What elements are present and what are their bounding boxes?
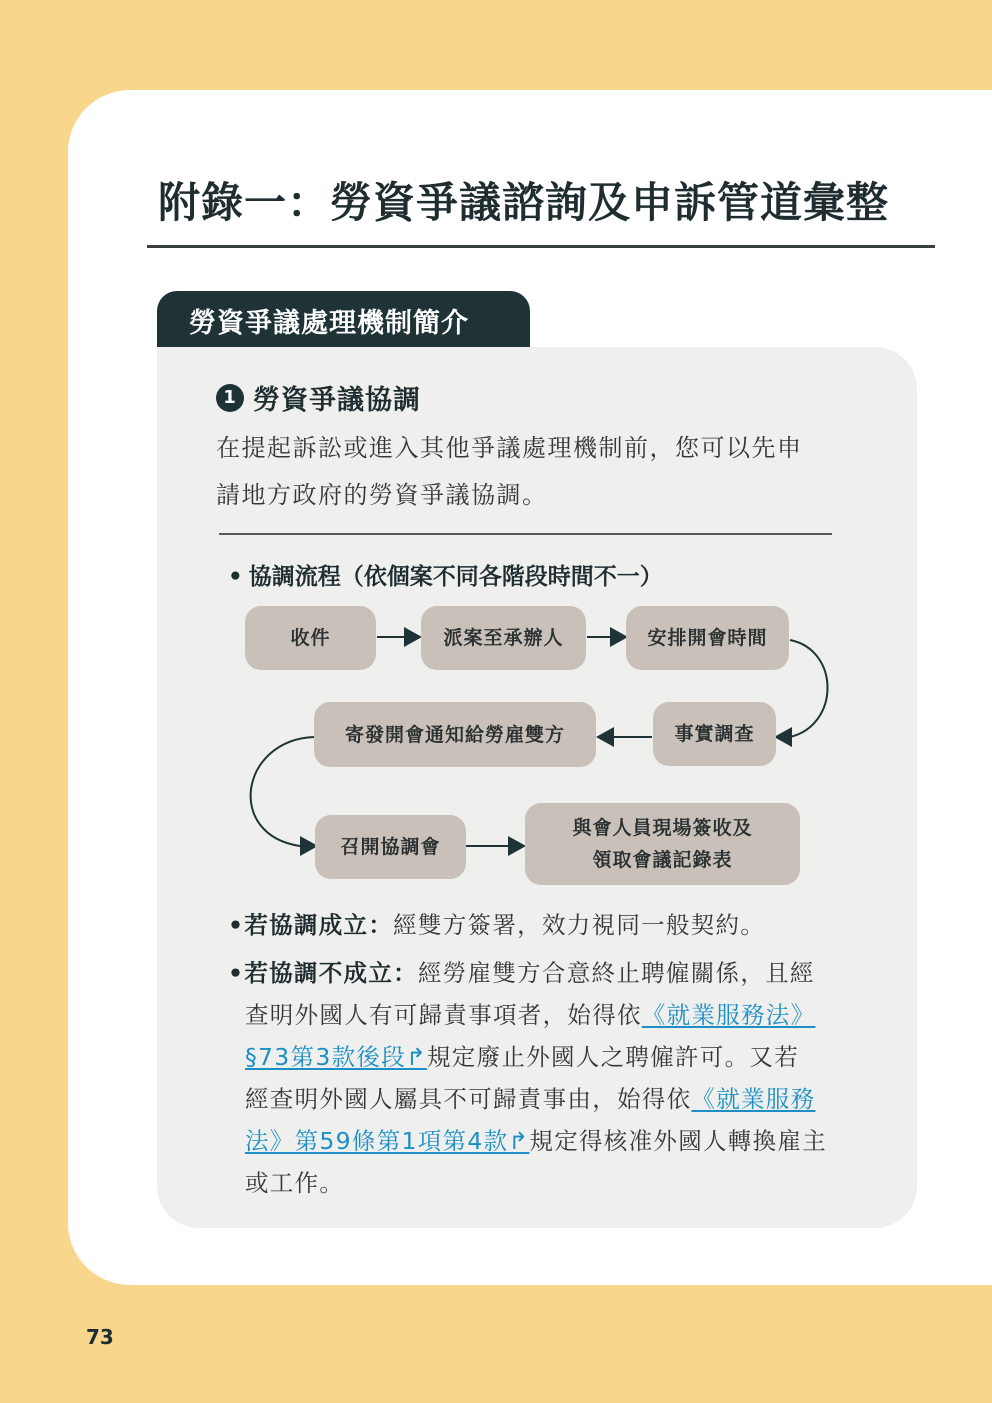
outcome-success	[228, 904, 838, 946]
item-title: 勞資爭議協調	[253, 385, 421, 416]
flow-step-notify: 寄發開會通知給勞雇雙方	[314, 702, 596, 767]
outcome-failure	[228, 952, 838, 1204]
outcome-text: 或工作。	[245, 1169, 345, 1197]
article-59-link[interactable]: 法》第59條第1項第4款↱	[245, 1127, 530, 1155]
bullet-icon: •	[228, 564, 243, 590]
bullet-icon: •	[228, 911, 245, 939]
bullet-icon: •	[228, 959, 245, 987]
text-line	[228, 1078, 838, 1120]
intro-line: 在提起訴訟或進入其他爭議處理機制前，您可以先申	[216, 434, 803, 462]
intro-line: 請地方政府的勞資爭議協調。	[216, 481, 548, 509]
page-number: 73	[86, 1325, 114, 1349]
intro-paragraph	[216, 425, 846, 519]
flow-step-hold-meeting	[315, 815, 466, 879]
page-title: 附錄一：勞資爭議諮詢及申訴管道彙整	[158, 178, 890, 227]
item-heading	[216, 378, 421, 417]
flow-step-investigate: 事實調查	[653, 702, 776, 766]
outcome-text: 經勞雇雙方合意終止聘僱關係，且經	[417, 959, 815, 987]
employment-service-act-link[interactable]: 《就業服務法》	[641, 1001, 816, 1029]
number-badge-icon: 1	[216, 384, 244, 412]
outcome-text: 經雙方簽署，效力視同一般契約。	[393, 911, 766, 939]
flow-step-receive: 收件	[245, 606, 376, 670]
outcome-text: 規定廢止外國人之聘僱許可。又若	[427, 1043, 799, 1071]
flow-step-label: 召開協調會	[340, 836, 441, 858]
flow-step-assign: 派案至承辦人	[421, 606, 586, 670]
text-line	[228, 1162, 838, 1204]
title-divider	[147, 245, 935, 248]
outcome-text: 查明外國人有可歸責事項者，始得依	[245, 1001, 642, 1029]
text-line	[228, 1120, 838, 1162]
text-line	[228, 1036, 838, 1078]
flow-heading	[228, 558, 663, 591]
flow-step-label: 領取會議記錄表	[592, 849, 733, 871]
outcome-label: 若協調不成立：	[244, 959, 418, 987]
flow-step-label: 與會人員現場簽收及	[572, 817, 753, 839]
section-divider	[219, 533, 832, 535]
flow-heading-text: 協調流程（依個案不同各階段時間不一）	[248, 564, 663, 590]
outcome-label: 若協調成立：	[244, 911, 394, 939]
outcome-text: 經查明外國人屬具不可歸責事由，始得依	[245, 1085, 692, 1113]
employment-service-act-link-2[interactable]: 《就業服務	[691, 1085, 816, 1113]
outcome-text: 規定得核准外國人轉換雇主	[529, 1127, 828, 1155]
article-73-link[interactable]: §73第3款後段↱	[245, 1043, 427, 1071]
flow-step-sign-record	[525, 803, 800, 885]
section-tab: 勞資爭議處理機制簡介	[157, 291, 530, 348]
flow-step-schedule: 安排開會時間	[626, 606, 789, 670]
text-line	[228, 994, 838, 1036]
